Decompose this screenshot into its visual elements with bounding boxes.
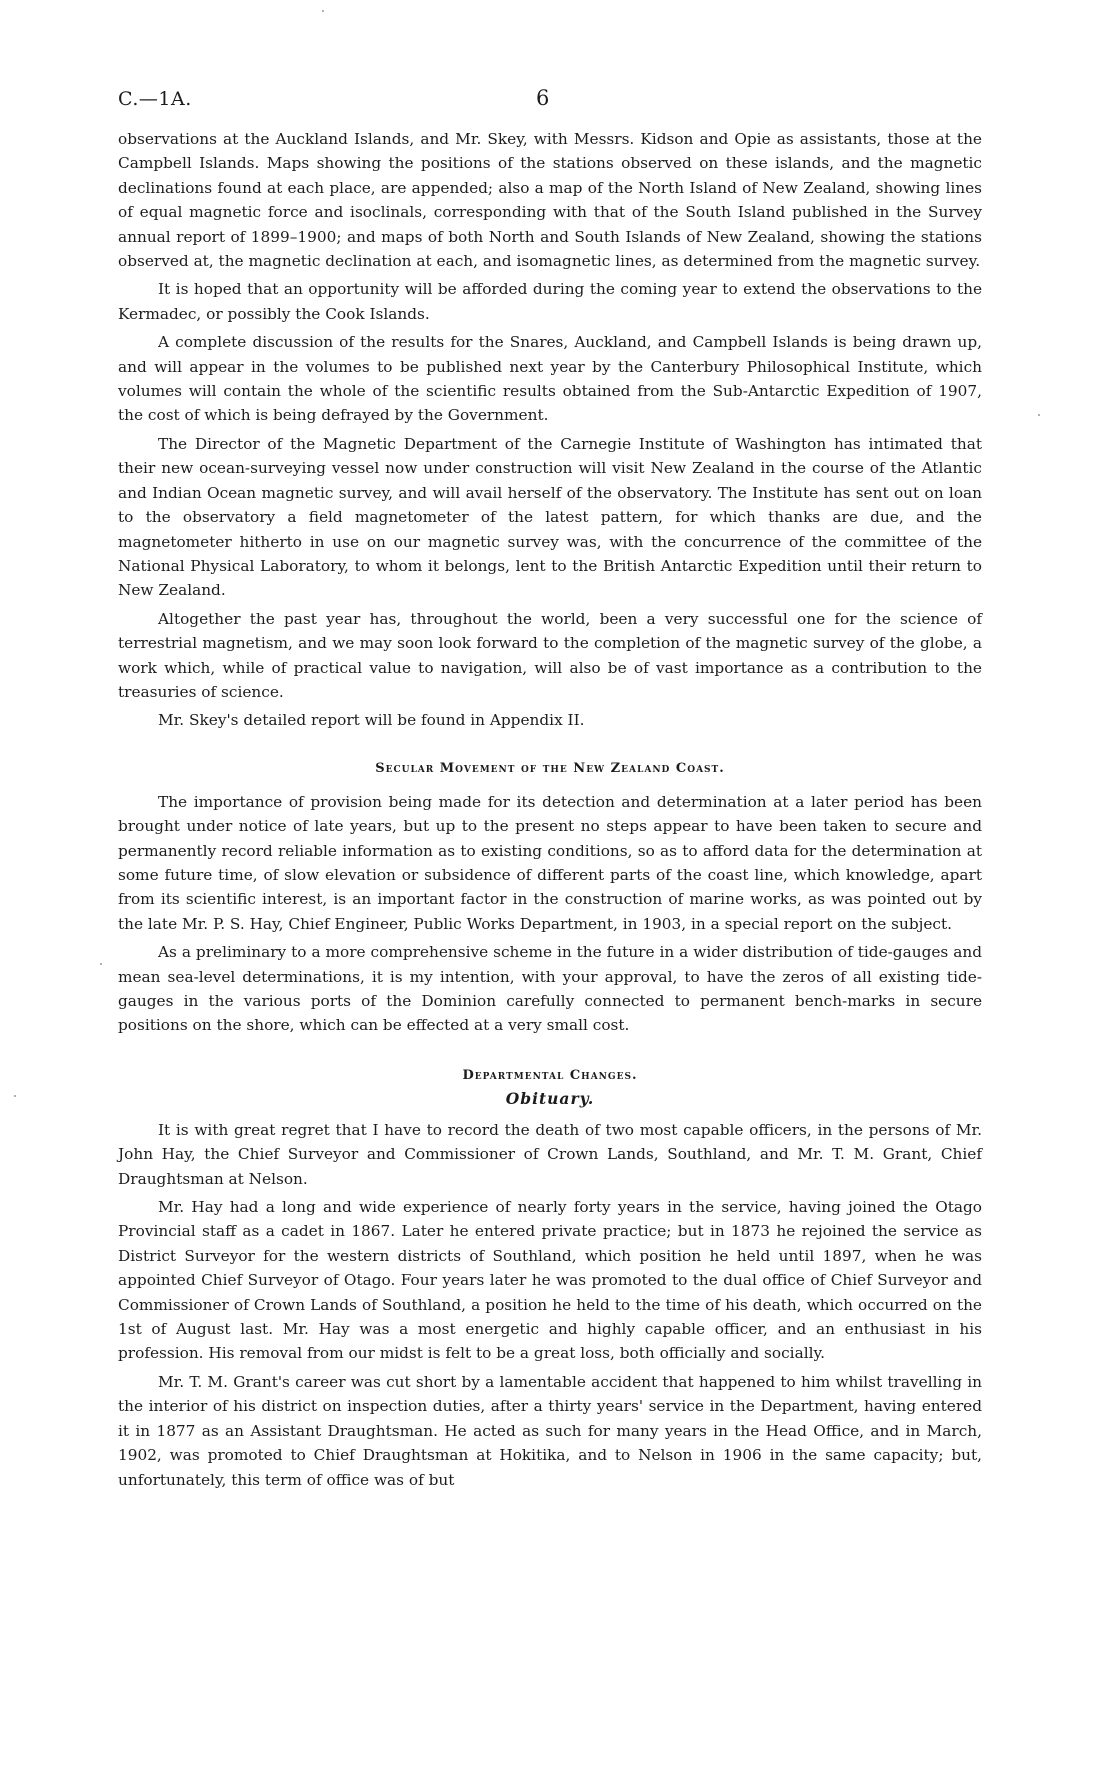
section-heading-departmental-changes: Departmental Changes. bbox=[462, 1067, 638, 1083]
page-header bbox=[118, 88, 982, 118]
paragraph: observations at the Auckland Islands, and Mr. Skey, with Messrs. Kidson and Opie as assistants, those at the Campbell Islands. Maps showing the positions of the stations observed on these islands, and the magnetic declinations found at each place, are appended; also a map of the North Island of New Zealand, showing lines of equal magnetic force and isoclinals, corresponding with that of the South Island published in the Survey annual report of 1899–1900; and maps of both North and South Islands of New Zealand, showing the stations observed at, the magnetic declination at each, and isomagnetic lines, as determined from the magnetic survey. bbox=[118, 130, 982, 271]
paragraph: The Director of the Magnetic Department of the Carnegie Institute of Washington has intimated that their new ocean-surveying vessel now under construction will visit New Zealand in the course of the Atlantic and Indian Ocean magnetic survey, and will avail herself of the observatory. The Institute has sent out on loan to the observatory a field magnetometer of the latest pattern, for which thanks are due, and the magnetometer hitherto in use on our magnetic survey was, with the concurrence of the committee of the National Physical Laboratory, to whom it belongs, lent to the British Antarctic Expedition until their return to New Zealand. bbox=[118, 434, 982, 600]
paragraph: Mr. T. M. Grant's career was cut short by a lamentable accident that happened to him whilst travelling in the interior of his district on inspection duties, after a thirty years' service in the Department, having entered it in 1877 as an Assistant Draughtsman. He acted as such for many years in the Head Office, and in March, 1902, was promoted to Chief Draughtsman at Hokitika, and to Nelson in 1906 in the same capacity; but, unfortunately, this term of office was of but bbox=[118, 1372, 982, 1489]
paragraph: Altogether the past year has, throughout the world, been a very successful one for the science of terrestrial magnetism, and we may soon look forward to the completion of the magnetic survey of the globe, a work which, while of practical value to navigation, will also be of vast importance as a contribution to the treasuries of science. bbox=[118, 609, 982, 701]
paragraph: A complete discussion of the results for the Snares, Auckland, and Campbell Islands is being drawn up, and will appear in the volumes to be published next year by the Canterbury Philosophical Institute, which volumes will contain the whole of the scientific results obtained from the Sub-Antarctic Expedition of 1907, the cost of which is being defrayed by the Government. bbox=[118, 333, 982, 425]
subheading-obituary: Obituary. bbox=[505, 1088, 595, 1108]
document-reference: C.—1A. bbox=[118, 88, 192, 110]
scan-speck bbox=[322, 10, 324, 12]
paragraph: Mr. Skey's detailed report will be found in Appendix II. bbox=[158, 711, 585, 730]
paragraph: It is hoped that an opportunity will be afforded during the coming year to extend the observations to the Kermadec, or possibly the Cook Islands. bbox=[118, 280, 982, 323]
scan-speck bbox=[1038, 414, 1040, 416]
section-heading-secular-movement: Secular Movement of the New Zealand Coast. bbox=[375, 760, 725, 776]
page-number: 6 bbox=[536, 86, 550, 110]
paragraph: The importance of provision being made for its detection and determination at a later period has been brought under notice of late years, but up to the present no steps appear to have been taken to secure and permanently record reliable information as to existing conditions, so as to afford data for the determination at some future time, of slow elevation or subsidence of different parts of the coast line, which knowledge, apart from its scientific interest, is an important factor in the construction of marine works, as was pointed out by the late Mr. P. S. Hay, Chief Engineer, Public Works Department, in 1903, in a special report on the subject. bbox=[118, 792, 982, 933]
scan-speck bbox=[100, 963, 102, 965]
paragraph: It is with great regret that I have to record the death of two most capable officers, in the persons of Mr. John Hay, the Chief Surveyor and Commissioner of Crown Lands, Southland, and Mr. T. M. Grant, Chief Draughtsman at Nelson. bbox=[118, 1120, 982, 1188]
scan-speck bbox=[14, 1095, 16, 1097]
page-body bbox=[118, 127, 982, 1496]
paragraph: As a preliminary to a more comprehensive scheme in the future in a wider distribution of tide-gauges and mean sea-level determinations, it is my intention, with your approval, to have the zeros of all existing tide-gauges in the various ports of the Dominion carefully connected to permanent bench-marks in secure positions on the shore, which can be effected at a very small cost. bbox=[118, 943, 982, 1035]
paragraph: Mr. Hay had a long and wide experience of nearly forty years in the service, having joined the Otago Provincial staff as a cadet in 1867. Later he entered private practice; but in 1873 he rejoined the service as District Surveyor for the western districts of Southland, which position he held until 1897, when he was appointed Chief Surveyor of Otago. Four years later he was promoted to the dual office of Chief Surveyor and Commissioner of Crown Lands of Southland, a position he held to the time of his death, which occurred on the 1st of August last. Mr. Hay was a most energetic and highly capable officer, and an enthusiast in his profession. His removal from our midst is felt to be a great loss, both officially and socially. bbox=[118, 1198, 982, 1363]
